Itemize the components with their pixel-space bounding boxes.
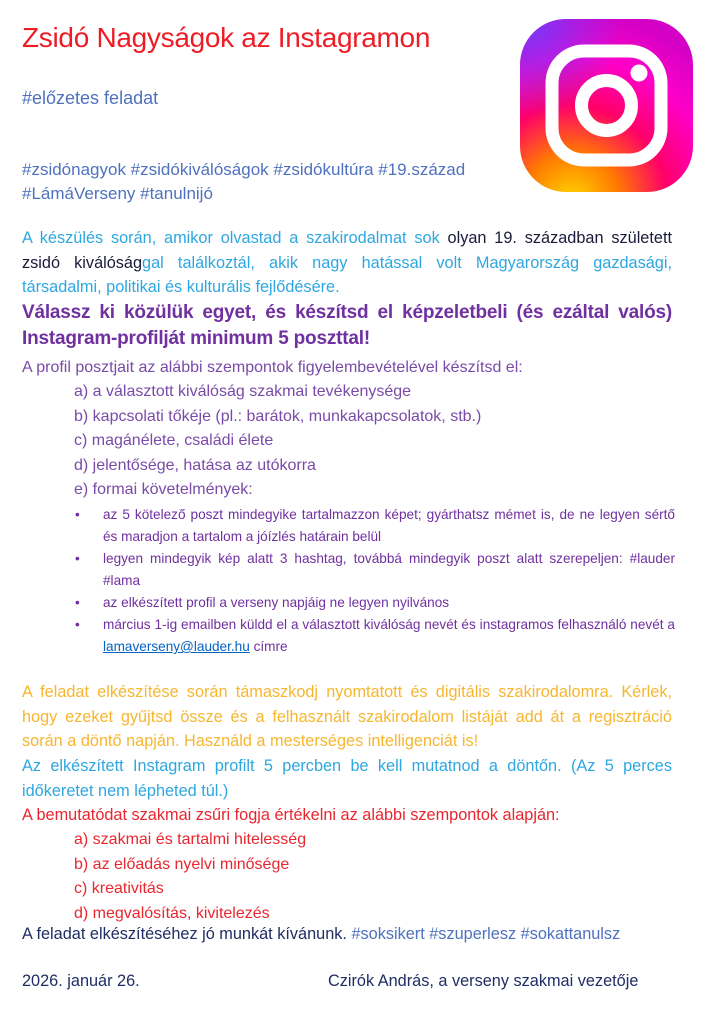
criteria-item: d) jelentősége, hatása az utókorra	[74, 456, 316, 474]
signature: Czirók András, a verseny szakmai vezetője	[328, 972, 639, 990]
intro-part-2: olyan 19. században született zsidó kiválóság	[22, 229, 672, 272]
closing-line	[22, 922, 672, 947]
jury-criteria-item: a) szakmai és tartalmi hitelesség	[74, 831, 307, 848]
bullet-icon: •	[75, 507, 80, 522]
criteria-item: c) magánélete, családi élete	[74, 432, 274, 449]
jury-criteria-item: d) megvalósítás, kivitelezés	[74, 904, 270, 922]
bullet-item: • március 1-ig emailben küldd el a választott kiválóság nevét és instagramos felhasználó nevét a lamaverseny@lauder.hu címre	[75, 614, 675, 658]
bullet-item: • legyen mindegyik kép alatt 3 hashtag, továbbá mindegyik poszt alatt szerepeljen: #lauder #lama	[75, 548, 675, 592]
bullet-item: • az 5 kötelező poszt mindegyike tartalmazzon képet; gyárthatsz mémet is, de ne legyen sértő és maradjon a tartalom a jóízlés határain belül	[75, 504, 675, 548]
jury-criteria-item: c) kreativitás	[74, 880, 164, 897]
jury-criteria-item: b) az előadás nyelvi minősége	[74, 855, 290, 873]
subtitle-hashtag: #előzetes feladat	[22, 88, 159, 108]
criteria-item: a) a választott kiválóság szakmai tevékenysége	[74, 383, 412, 400]
profile-intro: A profil posztjait az alábbi szempontok figyelembevételével készítsd el:	[22, 359, 523, 376]
closing-text: A feladat elkészítéséhez jó munkát kívánunk.	[22, 925, 352, 943]
intro-part-1: A készülés során, amikor olvastad a szakirodalmat sok	[22, 229, 448, 247]
header-hashtags	[22, 158, 465, 206]
bullet-icon: •	[75, 617, 80, 632]
bullet-item: • az elkészített profil a verseny napjáig ne legyen nyilvános	[75, 592, 675, 614]
email-link[interactable]: lamaverseny@lauder.hu	[103, 639, 250, 654]
page-title: Zsidó Nagyságok az Instagramon	[22, 22, 431, 53]
instagram-logo-icon	[518, 17, 695, 194]
intro-part-3: gal találkoztál, akik nagy hatással volt Magyarország gazdasági, társadalmi, politikai és kulturális fejlődésére.	[22, 253, 672, 296]
hashtags-line-1: #zsidónagyok #zsidókiválóságok #zsidókultúra #19.század	[22, 160, 466, 179]
bullet-icon: •	[75, 551, 80, 566]
intro-paragraph	[22, 226, 672, 300]
hashtags-line-2: #LámáVerseny #tanulnijó	[22, 184, 213, 203]
literature-paragraph: A feladat elkészítése során támaszkodj nyomtatott és digitális szakirodalomra. Kérlek, hogy ezeket gyűjtsd össze és a felhasznált szakirodalom listáját add át a regisztráció során a döntő napján. Használd a mesterséges intelligenciát is!	[22, 683, 672, 750]
jury-criteria-list	[74, 828, 306, 926]
criteria-item: b) kapcsolati tőkéje (pl.: barátok, munkakapcsolatok, stb.)	[74, 407, 482, 425]
closing-hashtags: #soksikert #szuperlesz #sokattanulsz	[351, 925, 621, 943]
formal-requirements-list	[75, 504, 675, 658]
bullet-icon: •	[75, 595, 80, 610]
document-date: 2026. január 26.	[22, 972, 140, 990]
criteria-item: e) formai követelmények:	[74, 481, 253, 498]
task-heading: Válassz ki közülük egyet, és készítsd el képzeletbeli (és ezáltal valós) Instagram-profilját minimum 5 poszttal!	[22, 302, 672, 349]
jury-intro: A bemutatódat szakmai zsűri fogja értékelni az alábbi szempontok alapján:	[22, 806, 560, 824]
profile-criteria-list	[74, 380, 481, 503]
presentation-paragraph: Az elkészített Instagram profilt 5 percben be kell mutatnod a döntőn. (Az 5 perces időkeretet nem lépheted túl.)	[22, 757, 672, 800]
